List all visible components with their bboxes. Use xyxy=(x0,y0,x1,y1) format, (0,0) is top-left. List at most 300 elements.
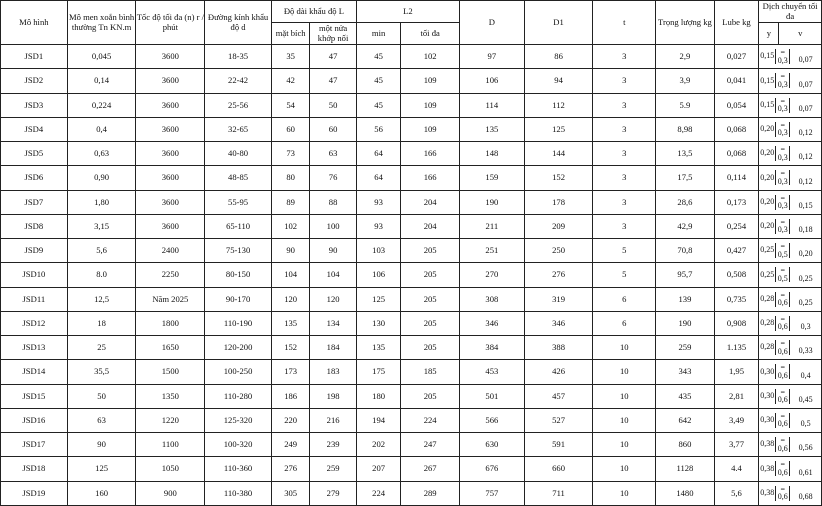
cell-torque: 160 xyxy=(67,481,136,505)
displacement-v2: 0,4 xyxy=(800,370,811,380)
cell-torque: 125 xyxy=(67,457,136,481)
displacement-eq: = xyxy=(780,387,785,397)
displacement-stack xyxy=(775,49,790,64)
cell-l2-min: 135 xyxy=(356,336,400,360)
displacement-stack xyxy=(775,389,790,404)
cell-model: JSD6 xyxy=(1,166,68,190)
cell-l2-min: 64 xyxy=(356,166,400,190)
cell-l2-max: 166 xyxy=(401,142,460,166)
cell-displacement xyxy=(759,384,822,408)
cell-l-half: 50 xyxy=(310,93,357,117)
displacement-v1: 0,6 xyxy=(777,298,788,308)
table-row xyxy=(1,239,822,263)
header-weight: Trọng lượng kg xyxy=(656,1,715,45)
cell-speed: 3600 xyxy=(136,69,205,93)
cell-displacement xyxy=(759,117,822,141)
cell-t: 10 xyxy=(593,457,656,481)
cell-d1: 209 xyxy=(524,214,593,238)
cell-torque: 35,5 xyxy=(67,360,136,384)
cell-lube: 0,735 xyxy=(714,287,758,311)
cell-d: 159 xyxy=(459,166,524,190)
cell-displacement xyxy=(759,45,822,69)
cell-l2-max: 204 xyxy=(401,214,460,238)
cell-l-flange: 220 xyxy=(271,408,309,432)
cell-d1: 144 xyxy=(524,142,593,166)
header-lube: Lube kg xyxy=(714,1,758,45)
cell-model: JSD7 xyxy=(1,190,68,214)
cell-bore: 120-200 xyxy=(205,336,272,360)
displacement-stack xyxy=(775,340,790,355)
spec-table-body xyxy=(1,45,822,506)
displacement-stack xyxy=(775,73,790,88)
cell-speed: 2400 xyxy=(136,239,205,263)
table-row xyxy=(1,190,822,214)
cell-d: 757 xyxy=(459,481,524,505)
header-torque: Mô men xoắn bình thường Tn KN.m xyxy=(67,1,136,45)
cell-l2-min: 194 xyxy=(356,408,400,432)
cell-t: 3 xyxy=(593,166,656,190)
cell-d1: 94 xyxy=(524,69,593,93)
cell-d: 135 xyxy=(459,117,524,141)
cell-l-flange: 102 xyxy=(271,214,309,238)
header-bore: Đường kính khẩu độ d xyxy=(205,1,272,45)
displacement-y: 0,38 xyxy=(760,439,775,449)
displacement-y: 0,20 xyxy=(760,196,775,206)
displacement-stack xyxy=(775,219,790,234)
cell-displacement xyxy=(759,311,822,335)
cell-t: 3 xyxy=(593,214,656,238)
displacement-v1: 0,6 xyxy=(777,492,788,502)
cell-l2-min: 180 xyxy=(356,384,400,408)
displacement-stack xyxy=(775,98,790,113)
cell-bore: 55-95 xyxy=(205,190,272,214)
header-l2-max: tối đa xyxy=(401,23,460,45)
cell-weight: 13,5 xyxy=(656,142,715,166)
cell-t: 6 xyxy=(593,311,656,335)
header-l2-group: L2 xyxy=(356,1,459,23)
cell-l2-max: 204 xyxy=(401,190,460,214)
cell-speed: 3600 xyxy=(136,117,205,141)
cell-torque: 63 xyxy=(67,408,136,432)
displacement-eq: = xyxy=(780,169,785,179)
cell-speed: 2250 xyxy=(136,263,205,287)
displacement-v2: 0,45 xyxy=(798,394,813,404)
displacement-eq: = xyxy=(780,96,785,106)
displacement-stack xyxy=(775,461,790,476)
table-row xyxy=(1,45,822,69)
displacement-y: 0,20 xyxy=(760,172,775,182)
cell-weight: 3,9 xyxy=(656,69,715,93)
cell-l-flange: 186 xyxy=(271,384,309,408)
cell-bore: 25-56 xyxy=(205,93,272,117)
cell-t: 3 xyxy=(593,69,656,93)
cell-t: 10 xyxy=(593,408,656,432)
cell-bore: 125-320 xyxy=(205,408,272,432)
cell-l2-max: 205 xyxy=(401,384,460,408)
cell-torque: 3,15 xyxy=(67,214,136,238)
displacement-stack xyxy=(775,486,790,501)
displacement-v2: 0,18 xyxy=(798,225,813,235)
header-l2-min: min xyxy=(356,23,400,45)
cell-d1: 112 xyxy=(524,93,593,117)
cell-l2-min: 224 xyxy=(356,481,400,505)
cell-l-half: 104 xyxy=(310,263,357,287)
cell-d: 346 xyxy=(459,311,524,335)
cell-l-flange: 54 xyxy=(271,93,309,117)
cell-l2-max: 205 xyxy=(401,263,460,287)
displacement-v1: 0,6 xyxy=(777,370,788,380)
cell-l-flange: 305 xyxy=(271,481,309,505)
cell-d1: 660 xyxy=(524,457,593,481)
cell-weight: 17,5 xyxy=(656,166,715,190)
cell-d1: 319 xyxy=(524,287,593,311)
cell-bore: 40-80 xyxy=(205,142,272,166)
displacement-stack xyxy=(775,146,790,161)
header-t: t xyxy=(593,1,656,45)
cell-l2-max: 109 xyxy=(401,117,460,141)
cell-l-flange: 120 xyxy=(271,287,309,311)
cell-displacement xyxy=(759,214,822,238)
cell-l-half: 216 xyxy=(310,408,357,432)
displacement-v2: 0,07 xyxy=(798,55,813,65)
cell-lube: 0,427 xyxy=(714,239,758,263)
cell-t: 10 xyxy=(593,360,656,384)
cell-bore: 22-42 xyxy=(205,69,272,93)
cell-l-half: 134 xyxy=(310,311,357,335)
table-row xyxy=(1,336,822,360)
cell-model: JSD13 xyxy=(1,336,68,360)
cell-lube: 0,254 xyxy=(714,214,758,238)
cell-model: JSD9 xyxy=(1,239,68,263)
displacement-stack xyxy=(775,292,790,307)
displacement-v1: 0,3 xyxy=(777,55,788,65)
cell-l2-max: 205 xyxy=(401,287,460,311)
cell-weight: 435 xyxy=(656,384,715,408)
cell-speed: 1220 xyxy=(136,408,205,432)
cell-l-flange: 80 xyxy=(271,166,309,190)
displacement-v2: 0,15 xyxy=(798,200,813,210)
displacement-v1: 0,5 xyxy=(777,273,788,283)
cell-weight: 860 xyxy=(656,433,715,457)
cell-l2-min: 93 xyxy=(356,190,400,214)
cell-l2-max: 166 xyxy=(401,166,460,190)
cell-t: 10 xyxy=(593,433,656,457)
cell-d: 97 xyxy=(459,45,524,69)
displacement-v2: 0,56 xyxy=(798,443,813,453)
cell-lube: 0,173 xyxy=(714,190,758,214)
cell-l-half: 63 xyxy=(310,142,357,166)
cell-t: 5 xyxy=(593,263,656,287)
cell-l2-max: 267 xyxy=(401,457,460,481)
cell-d1: 527 xyxy=(524,408,593,432)
displacement-v1: 0,6 xyxy=(777,443,788,453)
cell-l-half: 47 xyxy=(310,45,357,69)
displacement-y: 0,15 xyxy=(760,99,775,109)
table-row xyxy=(1,69,822,93)
cell-bore: 110-360 xyxy=(205,457,272,481)
cell-t: 10 xyxy=(593,481,656,505)
cell-displacement xyxy=(759,263,822,287)
cell-weight: 2,9 xyxy=(656,45,715,69)
displacement-stack xyxy=(775,195,790,210)
displacement-stack xyxy=(775,316,790,331)
cell-l2-min: 175 xyxy=(356,360,400,384)
displacement-v1: 0,3 xyxy=(777,79,788,89)
cell-d1: 426 xyxy=(524,360,593,384)
cell-t: 10 xyxy=(593,336,656,360)
displacement-eq: = xyxy=(780,484,785,494)
cell-d: 114 xyxy=(459,93,524,117)
cell-lube: 4.4 xyxy=(714,457,758,481)
displacement-y: 0,15 xyxy=(760,51,775,61)
cell-speed: 3600 xyxy=(136,45,205,69)
cell-model: JSD15 xyxy=(1,384,68,408)
cell-weight: 190 xyxy=(656,311,715,335)
cell-displacement xyxy=(759,481,822,505)
cell-l2-min: 64 xyxy=(356,142,400,166)
cell-l2-max: 205 xyxy=(401,239,460,263)
cell-d: 148 xyxy=(459,142,524,166)
cell-speed: 1800 xyxy=(136,311,205,335)
displacement-eq: = xyxy=(780,436,785,446)
displacement-v2: 0,25 xyxy=(798,273,813,283)
cell-d1: 388 xyxy=(524,336,593,360)
cell-torque: 50 xyxy=(67,384,136,408)
displacement-y: 0,28 xyxy=(760,342,775,352)
cell-torque: 1,80 xyxy=(67,190,136,214)
cell-model: JSD19 xyxy=(1,481,68,505)
cell-bore: 80-150 xyxy=(205,263,272,287)
cell-l-half: 47 xyxy=(310,69,357,93)
displacement-v1: 0,6 xyxy=(777,467,788,477)
cell-lube: 3,77 xyxy=(714,433,758,457)
displacement-y: 0,38 xyxy=(760,487,775,497)
cell-l-half: 198 xyxy=(310,384,357,408)
cell-lube: 0,068 xyxy=(714,117,758,141)
displacement-eq: = xyxy=(780,314,785,324)
cell-l-half: 184 xyxy=(310,336,357,360)
cell-bore: 18-35 xyxy=(205,45,272,69)
displacement-eq: = xyxy=(780,290,785,300)
header-d1: D1 xyxy=(524,1,593,45)
cell-displacement xyxy=(759,433,822,457)
displacement-y: 0,20 xyxy=(760,221,775,231)
cell-weight: 343 xyxy=(656,360,715,384)
displacement-y: 0,20 xyxy=(760,124,775,134)
cell-l2-max: 185 xyxy=(401,360,460,384)
cell-lube: 3,49 xyxy=(714,408,758,432)
cell-t: 10 xyxy=(593,384,656,408)
cell-torque: 25 xyxy=(67,336,136,360)
cell-l-half: 120 xyxy=(310,287,357,311)
cell-l2-min: 56 xyxy=(356,117,400,141)
header-speed: Tốc độ tối đa (n) r / phút xyxy=(136,1,205,45)
displacement-v2: 0,07 xyxy=(798,103,813,113)
cell-lube: 5,6 xyxy=(714,481,758,505)
cell-torque: 8.0 xyxy=(67,263,136,287)
cell-lube: 0,508 xyxy=(714,263,758,287)
cell-displacement xyxy=(759,69,822,93)
displacement-y: 0,25 xyxy=(760,245,775,255)
displacement-eq: = xyxy=(780,120,785,130)
cell-d1: 591 xyxy=(524,433,593,457)
table-row xyxy=(1,384,822,408)
cell-bore: 110-280 xyxy=(205,384,272,408)
cell-l-flange: 135 xyxy=(271,311,309,335)
cell-speed: 1100 xyxy=(136,433,205,457)
displacement-v1: 0,6 xyxy=(777,419,788,429)
cell-l-flange: 249 xyxy=(271,433,309,457)
cell-d1: 178 xyxy=(524,190,593,214)
table-row xyxy=(1,311,822,335)
table-row xyxy=(1,166,822,190)
cell-t: 5 xyxy=(593,239,656,263)
cell-weight: 5.9 xyxy=(656,93,715,117)
displacement-v2: 0,68 xyxy=(798,491,813,501)
cell-displacement xyxy=(759,457,822,481)
displacement-v2: 0,25 xyxy=(798,297,813,307)
cell-l-flange: 60 xyxy=(271,117,309,141)
header-length-group: Độ dài khẩu độ L xyxy=(271,1,356,23)
cell-l2-min: 45 xyxy=(356,69,400,93)
cell-torque: 90 xyxy=(67,433,136,457)
cell-l-flange: 89 xyxy=(271,190,309,214)
displacement-y: 0,30 xyxy=(760,366,775,376)
cell-speed: 3600 xyxy=(136,190,205,214)
cell-speed: 1500 xyxy=(136,360,205,384)
displacement-stack xyxy=(775,437,790,452)
cell-speed: 1350 xyxy=(136,384,205,408)
cell-model: JSD8 xyxy=(1,214,68,238)
displacement-eq: = xyxy=(780,339,785,349)
cell-torque: 0,045 xyxy=(67,45,136,69)
cell-torque: 5,6 xyxy=(67,239,136,263)
cell-weight: 8,98 xyxy=(656,117,715,141)
cell-model: JSD4 xyxy=(1,117,68,141)
cell-torque: 0,4 xyxy=(67,117,136,141)
cell-d: 106 xyxy=(459,69,524,93)
cell-lube: 0,041 xyxy=(714,69,758,93)
cell-displacement xyxy=(759,190,822,214)
cell-torque: 12,5 xyxy=(67,287,136,311)
cell-l2-min: 45 xyxy=(356,45,400,69)
header-move-v: v xyxy=(779,23,822,45)
cell-l2-max: 224 xyxy=(401,408,460,432)
cell-l-flange: 73 xyxy=(271,142,309,166)
cell-bore: 48-85 xyxy=(205,166,272,190)
cell-d: 453 xyxy=(459,360,524,384)
cell-t: 3 xyxy=(593,117,656,141)
displacement-stack xyxy=(775,267,790,282)
cell-model: JSD11 xyxy=(1,287,68,311)
cell-model: JSD14 xyxy=(1,360,68,384)
table-row xyxy=(1,481,822,505)
cell-bore: 65-110 xyxy=(205,214,272,238)
cell-model: JSD1 xyxy=(1,45,68,69)
cell-l2-max: 289 xyxy=(401,481,460,505)
header-move-group: Dịch chuyển tối đa xyxy=(759,1,822,23)
displacement-v2: 0,07 xyxy=(798,79,813,89)
cell-bore: 100-320 xyxy=(205,433,272,457)
cell-l2-max: 205 xyxy=(401,336,460,360)
cell-displacement xyxy=(759,360,822,384)
cell-model: JSD10 xyxy=(1,263,68,287)
cell-torque: 0,14 xyxy=(67,69,136,93)
cell-d1: 276 xyxy=(524,263,593,287)
cell-t: 6 xyxy=(593,287,656,311)
table-row xyxy=(1,408,822,432)
cell-l-half: 259 xyxy=(310,457,357,481)
header-move-y: y xyxy=(759,23,779,45)
cell-displacement xyxy=(759,142,822,166)
displacement-v1: 0,3 xyxy=(777,128,788,138)
cell-weight: 139 xyxy=(656,287,715,311)
displacement-y: 0,30 xyxy=(760,390,775,400)
cell-speed: 900 xyxy=(136,481,205,505)
cell-l-flange: 276 xyxy=(271,457,309,481)
cell-l-flange: 173 xyxy=(271,360,309,384)
displacement-v1: 0,3 xyxy=(777,104,788,114)
displacement-v1: 0,3 xyxy=(777,225,788,235)
cell-lube: 0,908 xyxy=(714,311,758,335)
cell-displacement xyxy=(759,336,822,360)
cell-l-half: 183 xyxy=(310,360,357,384)
displacement-eq: = xyxy=(780,48,785,58)
cell-torque: 0,224 xyxy=(67,93,136,117)
cell-displacement xyxy=(759,239,822,263)
cell-lube: 0,027 xyxy=(714,45,758,69)
displacement-v1: 0,3 xyxy=(777,152,788,162)
cell-t: 3 xyxy=(593,93,656,117)
cell-model: JSD12 xyxy=(1,311,68,335)
cell-l-flange: 42 xyxy=(271,69,309,93)
cell-l2-max: 109 xyxy=(401,69,460,93)
cell-lube: 2,81 xyxy=(714,384,758,408)
cell-weight: 70,8 xyxy=(656,239,715,263)
cell-model: JSD16 xyxy=(1,408,68,432)
displacement-v1: 0,6 xyxy=(777,322,788,332)
cell-l2-min: 202 xyxy=(356,433,400,457)
displacement-y: 0,28 xyxy=(760,293,775,303)
cell-speed: 3600 xyxy=(136,142,205,166)
displacement-y: 0,20 xyxy=(760,148,775,158)
displacement-v2: 0,20 xyxy=(798,249,813,259)
cell-weight: 1480 xyxy=(656,481,715,505)
cell-d1: 346 xyxy=(524,311,593,335)
cell-bore: 110-380 xyxy=(205,481,272,505)
displacement-v1: 0,6 xyxy=(777,395,788,405)
displacement-v2: 0,12 xyxy=(798,128,813,138)
cell-model: JSD18 xyxy=(1,457,68,481)
cell-l2-min: 130 xyxy=(356,311,400,335)
cell-lube: 0,068 xyxy=(714,142,758,166)
displacement-v2: 0,33 xyxy=(798,346,813,356)
cell-d: 384 xyxy=(459,336,524,360)
displacement-eq: = xyxy=(780,72,785,82)
cell-weight: 259 xyxy=(656,336,715,360)
cell-t: 3 xyxy=(593,142,656,166)
cell-l2-min: 125 xyxy=(356,287,400,311)
cell-l2-min: 207 xyxy=(356,457,400,481)
displacement-v2: 0,61 xyxy=(798,467,813,477)
cell-displacement xyxy=(759,287,822,311)
cell-d: 676 xyxy=(459,457,524,481)
displacement-stack xyxy=(775,413,790,428)
header-length-half: một nửa khớp nối xyxy=(310,23,357,45)
table-row xyxy=(1,117,822,141)
cell-l-half: 239 xyxy=(310,433,357,457)
cell-displacement xyxy=(759,93,822,117)
